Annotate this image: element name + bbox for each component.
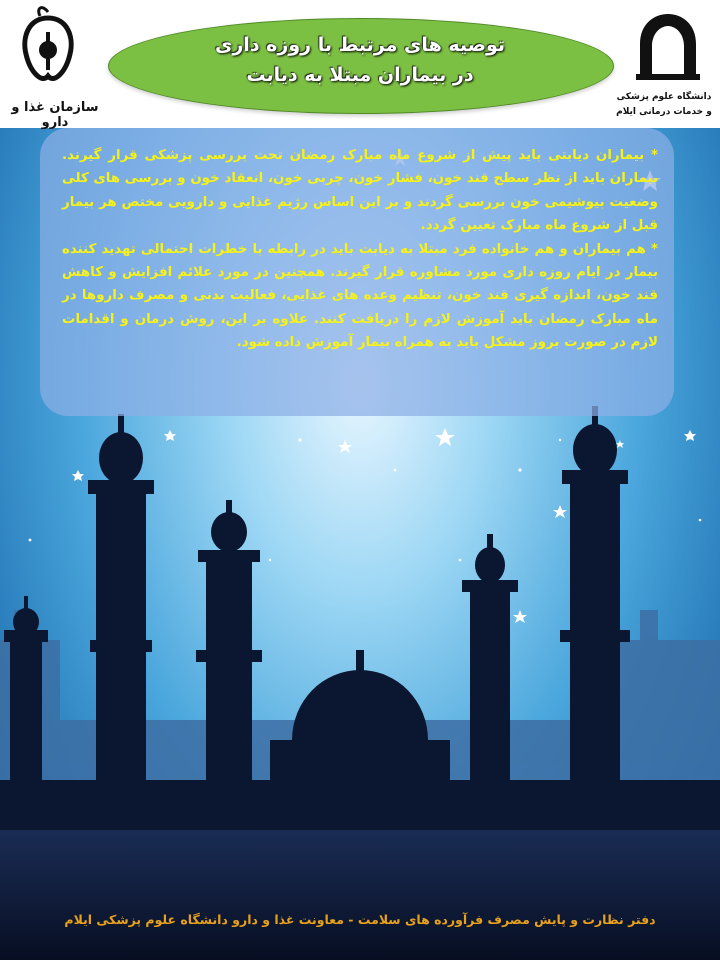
star-icon (616, 440, 624, 448)
content-text (62, 144, 658, 355)
recommendation-paragraph-2: * هم بیماران و هم خانواده فرد مبتلا به دیابت باید در رابطه با خطرات احتمالی تهدید کننده بیمار در ایام روزه داری مورد مشاوره قرار گیرند. همچنین در مورد علائم افزایش و کاهش قند خون، اندازه گیری قند خون، تنظیم وعده های غذایی، فعالیت بدنی و مصرف داروها در ماه مبارک رمضان باید آموزش لازم را دریافت کنند. علاوه بر این، روش درمان و اقدامات لازم در صورت بروز مشکل باید به همراه بیمار آموزش داده شود. (62, 241, 658, 351)
star-icon (513, 610, 527, 623)
recommendation-paragraph-1: * بیماران دیابتی باید پیش از شروع ماه مبارک رمضان تحت بررسی پزشکی قرار گیرند. بیماران باید از نظر سطح قند خون، فشار خون، چربی خون، انعقاد خون و بررسی های کلی وضعیت بیوشیمی خون بررسی گردند و بر این اساس رژیم غذایی و دارویی مختص هر بیمار قبل از شروع ماه مبارک تعیین گردد. (62, 148, 658, 234)
university-logo (636, 10, 700, 80)
org-name-left: سازمان غذا و دارو (11, 100, 99, 130)
star-icon (338, 440, 352, 453)
org-name-right-line2: و خدمات درمانی ایلام (616, 107, 712, 117)
poster-title-line1: توصیه های مرتبط با روزه داری (214, 34, 506, 56)
star-icon (684, 430, 696, 441)
org-name-right-line1: دانشگاه علوم پزشکی (616, 92, 712, 102)
footer-credit: دفتر نظارت و پایش مصرف فرآورده های سلامت - معاونت غذا و دارو دانشگاه علوم پزشکی ایلام (64, 912, 656, 927)
poster-title-line2: در بیماران مبتلا به دیابت (246, 64, 474, 86)
star-icon (435, 428, 455, 446)
star-icon (164, 430, 176, 441)
food-drug-organization-logo (18, 4, 78, 90)
star-icon (72, 470, 84, 481)
org-name-right (612, 90, 716, 120)
star-icon (553, 505, 567, 518)
